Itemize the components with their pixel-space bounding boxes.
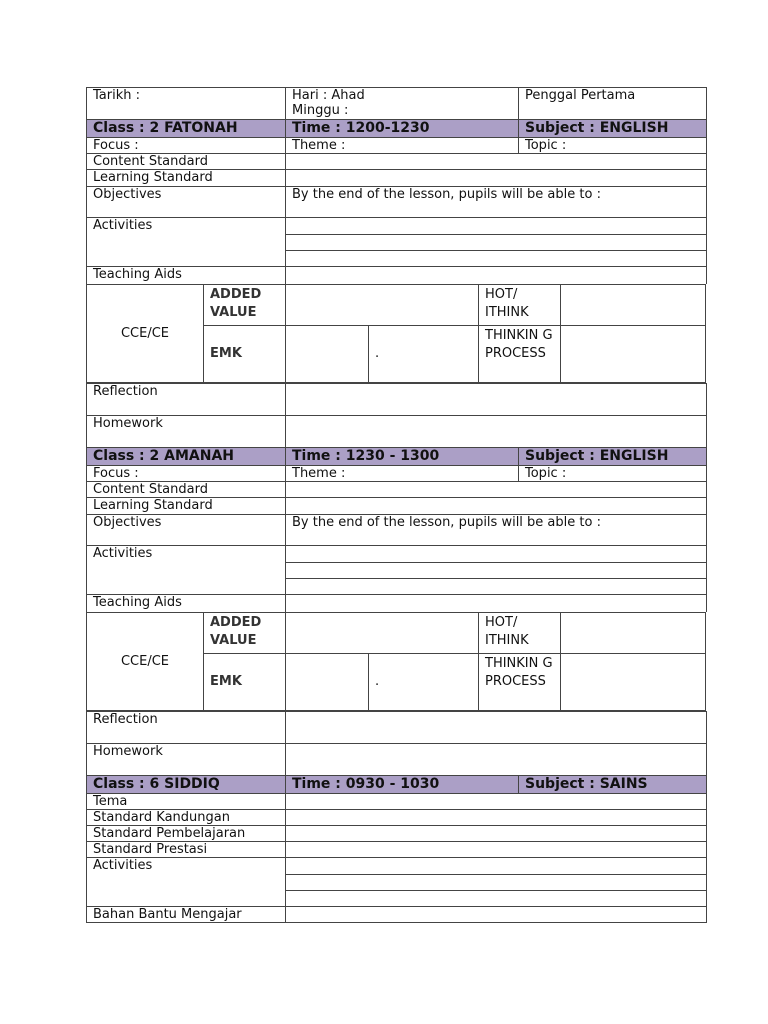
lesson2-time: Time : 1230 - 1300 xyxy=(285,447,518,465)
lesson2-homework-label: Homework xyxy=(86,743,285,775)
lesson2-added-value-field[interactable] xyxy=(285,612,478,653)
lesson1-cce-block xyxy=(86,284,707,383)
lesson2-learning-standard-row xyxy=(86,497,707,514)
lesson2-activities-row xyxy=(86,545,707,594)
lesson2-activities-field[interactable] xyxy=(285,545,707,594)
lesson2-reflection-row xyxy=(86,711,707,743)
lesson3-tema-label: Tema xyxy=(86,793,285,809)
lesson2-content-standard-label: Content Standard xyxy=(86,481,285,497)
lesson1-content-standard-field[interactable] xyxy=(285,153,707,169)
lesson2-emk-extra[interactable]: . xyxy=(368,653,478,711)
lesson2-cce-label: CCE/CE xyxy=(86,612,203,711)
lesson2-class: Class : 2 AMANAH xyxy=(86,447,285,465)
lesson3-bahan-field[interactable] xyxy=(285,906,707,922)
lesson1-learning-standard-row xyxy=(86,169,707,186)
lesson1-reflection-field[interactable] xyxy=(285,383,707,415)
lesson1-teaching-aids-field[interactable] xyxy=(285,266,707,284)
lesson2-thinking-label: THINKIN G PROCESS xyxy=(478,653,560,711)
lesson2-topic[interactable]: Topic : xyxy=(518,465,707,481)
lesson2-theme[interactable]: Theme : xyxy=(285,465,518,481)
lesson2-hot-label: HOT/ ITHINK xyxy=(478,612,560,653)
lesson2-learning-standard-label: Learning Standard xyxy=(86,497,285,514)
tarikh-cell[interactable]: Tarikh : xyxy=(86,87,285,119)
lesson1-content-standard-label: Content Standard xyxy=(86,153,285,169)
lesson1-added-value-label: ADDED VALUE xyxy=(203,284,285,325)
lesson3-class: Class : 6 SIDDIQ xyxy=(86,775,285,793)
lesson3-standard-kandungan-label: Standard Kandungan xyxy=(86,809,285,825)
lesson2-objectives-field[interactable]: By the end of the lesson, pupils will be able to : xyxy=(285,514,707,545)
lesson3-standard-prestasi-row xyxy=(86,841,707,857)
lesson1-homework-label: Homework xyxy=(86,415,285,447)
lesson2-subject: Subject : ENGLISH xyxy=(518,447,707,465)
lesson2-hot-field[interactable] xyxy=(560,612,706,653)
lesson1-header-row xyxy=(86,119,707,137)
lesson2-objectives-label: Objectives xyxy=(86,514,285,545)
lesson3-standard-pembelajaran-label: Standard Pembelajaran xyxy=(86,825,285,841)
lesson3-bahan-row xyxy=(86,906,707,923)
lesson2-emk-field[interactable] xyxy=(285,653,368,711)
lesson1-reflection-row xyxy=(86,383,707,415)
lesson1-activities-field[interactable] xyxy=(285,217,707,266)
lesson3-header-row xyxy=(86,775,707,793)
lesson3-standard-pembelajaran-field[interactable] xyxy=(285,825,707,841)
lesson1-objectives-field[interactable]: By the end of the lesson, pupils will be able to : xyxy=(285,186,707,217)
lesson2-homework-row xyxy=(86,743,707,775)
lesson3-standard-prestasi-field[interactable] xyxy=(285,841,707,857)
hari-cell[interactable] xyxy=(285,87,518,119)
lesson1-hot-field[interactable] xyxy=(560,284,706,325)
lesson1-thinking-label: THINKIN G PROCESS xyxy=(478,325,560,383)
lesson2-content-standard-field[interactable] xyxy=(285,481,707,497)
lesson3-bahan-label: Bahan Bantu Mengajar xyxy=(86,906,285,922)
lesson2-focus[interactable]: Focus : xyxy=(86,465,285,481)
lesson1-theme[interactable]: Theme : xyxy=(285,137,518,153)
lesson3-standard-kandungan-row xyxy=(86,809,707,825)
lesson1-learning-standard-field[interactable] xyxy=(285,169,707,186)
lesson3-activities-label: Activities xyxy=(86,857,285,906)
lesson1-thinking-field[interactable] xyxy=(560,325,706,383)
header-row xyxy=(86,87,707,119)
lesson2-focus-row xyxy=(86,465,707,481)
minggu-label: Minggu : xyxy=(292,103,349,118)
lesson2-teaching-aids-label: Teaching Aids xyxy=(86,594,285,612)
lesson1-focus-row xyxy=(86,137,707,153)
lesson3-activities-row xyxy=(86,857,707,906)
lesson1-hot-label: HOT/ ITHINK xyxy=(478,284,560,325)
lesson2-reflection-label: Reflection xyxy=(86,711,285,743)
lesson3-standard-pembelajaran-row xyxy=(86,825,707,841)
lesson3-tema-field[interactable] xyxy=(285,793,707,809)
lesson3-time: Time : 0930 - 1030 xyxy=(285,775,518,793)
lesson1-cce-label: CCE/CE xyxy=(86,284,203,383)
lesson2-objectives-row xyxy=(86,514,707,545)
lesson1-objectives-row xyxy=(86,186,707,217)
lesson1-teaching-aids-label: Teaching Aids xyxy=(86,266,285,284)
lesson3-activities-field[interactable] xyxy=(285,857,707,906)
lesson1-activities-row xyxy=(86,217,707,266)
lesson3-standard-kandungan-field[interactable] xyxy=(285,809,707,825)
lesson2-added-value-label: ADDED VALUE xyxy=(203,612,285,653)
lesson1-class: Class : 2 FATONAH xyxy=(86,119,285,137)
lesson2-cce-block xyxy=(86,612,707,711)
lesson1-learning-standard-label: Learning Standard xyxy=(86,169,285,186)
lesson2-header-row xyxy=(86,447,707,465)
lesson1-content-standard-row xyxy=(86,153,707,169)
lesson1-added-value-field[interactable] xyxy=(285,284,478,325)
lesson1-subject: Subject : ENGLISH xyxy=(518,119,707,137)
lesson1-focus[interactable]: Focus : xyxy=(86,137,285,153)
lesson2-thinking-field[interactable] xyxy=(560,653,706,711)
lesson2-learning-standard-field[interactable] xyxy=(285,497,707,514)
lesson3-tema-row xyxy=(86,793,707,809)
hari-label: Hari : Ahad xyxy=(292,88,365,103)
lesson1-activities-label: Activities xyxy=(86,217,285,266)
lesson1-emk-extra[interactable]: . xyxy=(368,325,478,383)
lesson-plan-document xyxy=(86,87,707,923)
lesson1-emk-label: EMK xyxy=(203,325,285,383)
lesson1-teaching-aids-row xyxy=(86,266,707,284)
lesson1-topic[interactable]: Topic : xyxy=(518,137,707,153)
lesson1-objectives-label: Objectives xyxy=(86,186,285,217)
lesson2-reflection-field[interactable] xyxy=(285,711,707,743)
lesson1-reflection-label: Reflection xyxy=(86,383,285,415)
lesson2-activities-label: Activities xyxy=(86,545,285,594)
lesson1-homework-row xyxy=(86,415,707,447)
lesson3-subject: Subject : SAINS xyxy=(518,775,707,793)
lesson1-time: Time : 1200-1230 xyxy=(285,119,518,137)
lesson1-homework-field[interactable] xyxy=(285,415,707,447)
lesson3-standard-prestasi-label: Standard Prestasi xyxy=(86,841,285,857)
lesson1-emk-field[interactable] xyxy=(285,325,368,383)
lesson2-teaching-aids-row xyxy=(86,594,707,612)
lesson2-content-standard-row xyxy=(86,481,707,497)
lesson2-teaching-aids-field[interactable] xyxy=(285,594,707,612)
lesson2-homework-field[interactable] xyxy=(285,743,707,775)
penggal-cell[interactable]: Penggal Pertama xyxy=(518,87,707,119)
lesson2-emk-label: EMK xyxy=(203,653,285,711)
